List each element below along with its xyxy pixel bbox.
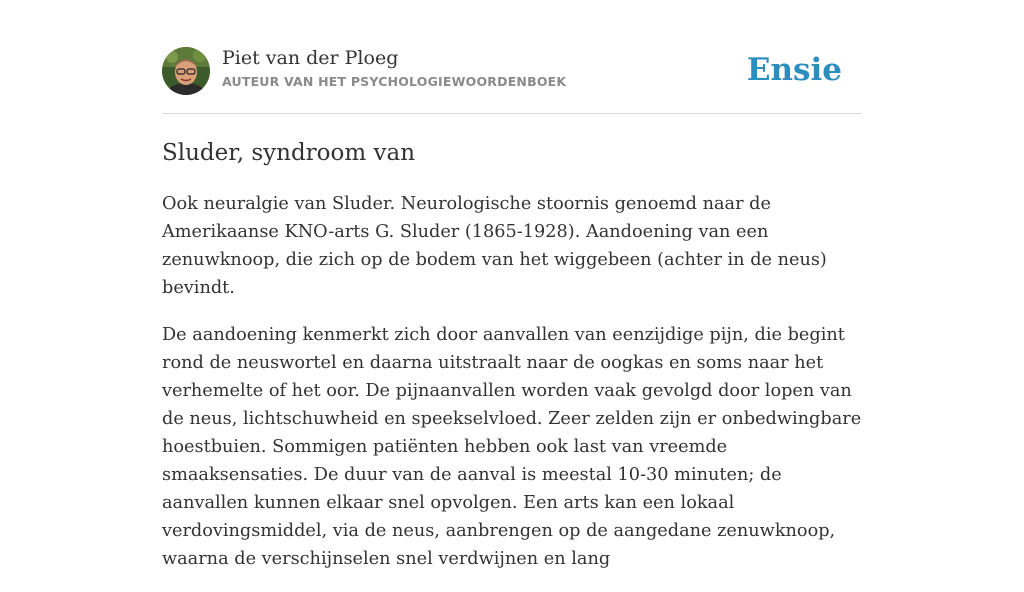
- article-title: Sluder, syndroom van: [162, 140, 416, 166]
- article-paragraph: De aandoening kenmerkt zich door aanvallen van eenzijdige pijn, die begint rond de neuswortel en daarna uitstraalt naar de oogkas en soms naar het verhemelte of het oor. De pijnaanvallen worden vaak gevolgd door lopen van de neus, lichtschuwheid en speekselvloed. Zeer zelden zijn er onbedwingbare hoestbuien. Sommigen patiënten hebben ook last van vreemde smaaksensaties. De duur van de aanval is meestal 10-30 minuten; de aanvallen kunnen elkaar snel opvolgen. Een arts kan een lokaal verdovingsmiddel, via de neus, aanbrengen op de aangedane zenuwknoop, waarna de verschijnselen snel verdwijnen en lang: [162, 325, 862, 569]
- article-body: [162, 190, 862, 592]
- ensie-logo[interactable]: Ensie: [746, 52, 842, 88]
- author-avatar[interactable]: [162, 47, 210, 95]
- author-name[interactable]: Piet van der Ploeg: [222, 47, 399, 69]
- avatar-photo: [162, 47, 210, 95]
- article-card: [162, 0, 862, 569]
- author-role: AUTEUR VAN HET PSYCHOLOGIEWOORDENBOEK: [222, 74, 567, 89]
- article-paragraph: Ook neuralgie van Sluder. Neurologische stoornis genoemd naar de Amerikaanse KNO-arts G. Sluder (1865-1928). Aandoening van een zenuwknoop, die zich op de bodem van het wiggebeen (achter in de neus) bevindt.: [162, 194, 827, 298]
- author-header: [162, 0, 862, 114]
